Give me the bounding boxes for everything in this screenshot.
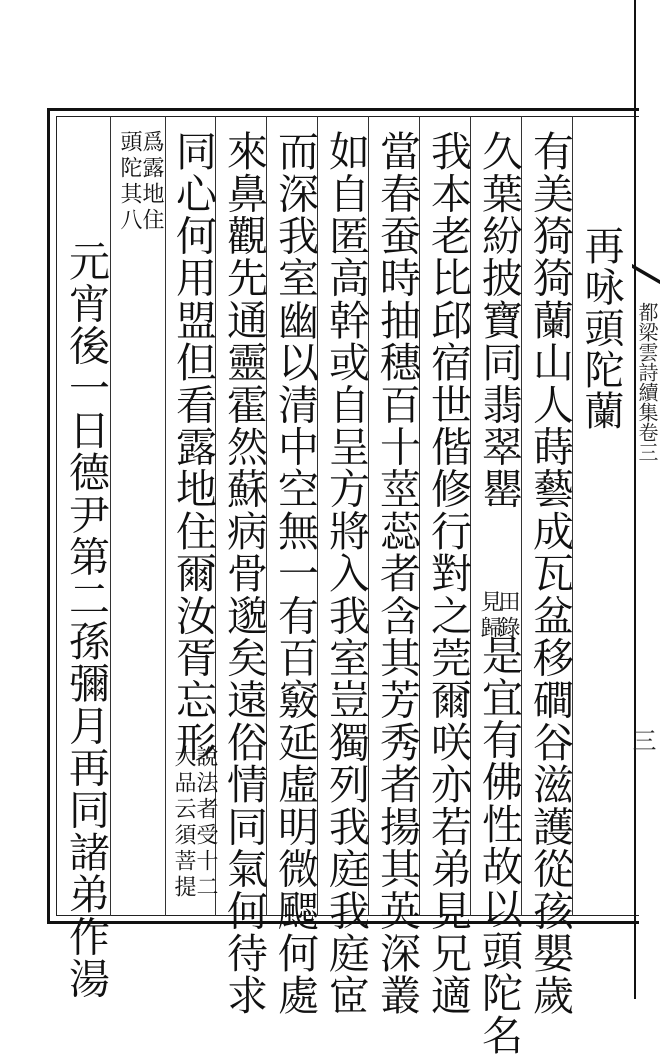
text-column: 同心何用盟但看露地住爾汝胥忘形 [169, 130, 217, 763]
inline-note: 頭陀其八 [117, 130, 142, 234]
text-column: 當春蚕時抽穗百十莖蕊者含其芳秀者揚其英深叢 [373, 130, 421, 1017]
margin-book-title: 都梁雲詩續集卷三 [635, 302, 659, 462]
text-column: 有美猗猗蘭山人蒔藝成瓦盆移磵谷滋護從孩嬰歲 [526, 130, 574, 1017]
inline-note: 見歸 [477, 590, 502, 642]
inline-note: 說法者受十二 [193, 745, 218, 901]
text-column: 而深我室幽以清中空無一有百竅延虛明微颸何處 [271, 130, 319, 1017]
text-column: 來鼻觀先通靈霍然蘇病骨邈矣遠俗情同氣何待求 [220, 130, 268, 1017]
text-column: 元宵後一日德尹第二孫彌月再同諸弟作湯 [62, 240, 110, 1000]
poem-title: 再咏頭陀蘭 [578, 225, 624, 431]
margin-page-number: 三 [628, 728, 656, 752]
inline-note: 爲露地住 [139, 130, 164, 234]
column-rule [110, 116, 111, 916]
text-column: 久葉紛披寶同翡翠罌 [475, 130, 523, 510]
text-column: 是宜有佛性故以頭陀名 [475, 634, 523, 1056]
inline-note: 田錄 [495, 590, 520, 642]
text-column: 我本老比邱宿世偕修行對之莞爾咲亦若弟見兄適 [424, 130, 472, 1017]
page-margin-strip [628, 0, 664, 999]
inline-note: 大品云須菩提 [171, 745, 196, 901]
text-column: 如自匿高幹或自呈方將入我室豈獨列我庭我庭宧 [322, 130, 370, 1017]
column-rule [165, 116, 166, 916]
